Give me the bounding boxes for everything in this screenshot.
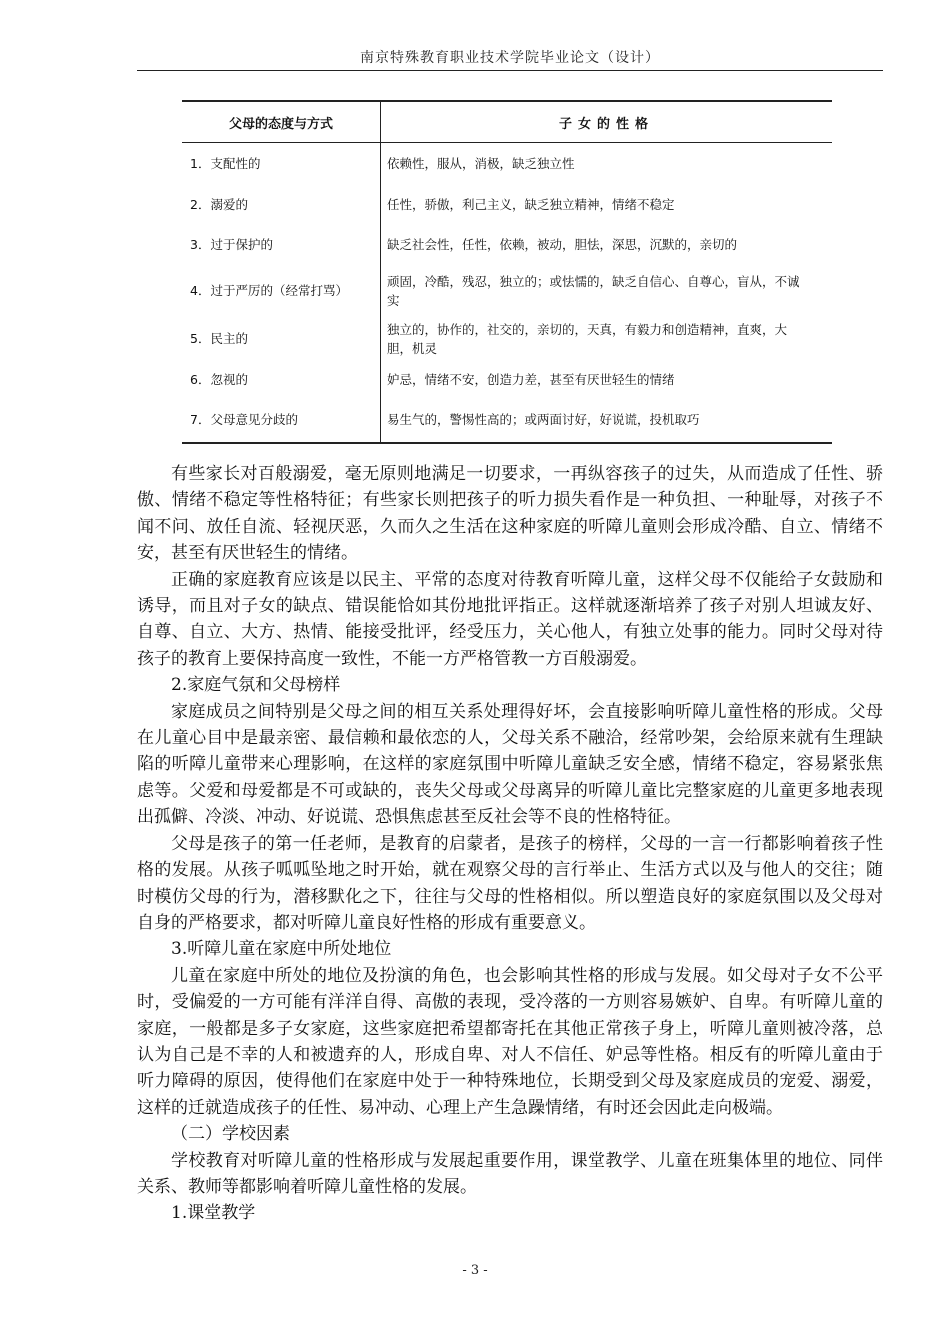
table-row	[182, 317, 832, 361]
section-heading: 2.家庭气氛和父母榜样	[171, 675, 341, 696]
page-number: - 3 -	[462, 1263, 488, 1278]
column-header-personality: 子女的性格	[381, 101, 833, 143]
paragraph: 父母是孩子的第一任老师，是教育的启蒙者，是孩子的榜样，父母的一言一行都影响着孩子性格的发展。从孩子呱呱坠地之时开始，就在观察父母的言行举止、生活方式以及与他人的交往；随时模仿父母的行为，潜移默化之下，往往与父母的性格相似。所以塑造良好的家庭氛围以及父母对自身的严格要求，都对听障儿童良好性格的形成有重要意义。	[137, 833, 883, 933]
paragraph: 学校教育对听障儿童的性格形成与发展起重要作用，课堂教学、儿童在班集体里的地位、同伴关系、教师等都影响着听障儿童性格的发展。	[137, 1150, 883, 1197]
parenting-style-table	[182, 100, 832, 444]
table-cell-personality: 任性，骄傲，利己主义，缺乏独立精神，情绪不稳定	[387, 196, 675, 212]
table-cell-attitude: 1．支配性的	[182, 143, 381, 185]
table-header-row	[182, 101, 832, 143]
table-cell-personality: 缺乏社会性，任性，依赖，被动，胆怯，深思，沉默的，亲切的	[387, 236, 738, 252]
table-cell-personality: 妒忌，情绪不安，创造力差，甚至有厌世轻生的情绪	[387, 371, 675, 387]
body-text	[137, 461, 883, 1227]
table-row	[182, 265, 832, 317]
table-cell-personality: 顽固，冷酷，残忍，独立的；或怯懦的，缺乏自信心、自尊心，盲从，不诚实	[387, 273, 800, 308]
column-header-attitude: 父母的态度与方式	[182, 101, 381, 143]
header-rule	[137, 70, 883, 71]
table-row	[182, 185, 832, 224]
table-cell-attitude: 2．溺爱的	[182, 185, 381, 224]
table-row	[182, 361, 832, 398]
table-cell-personality: 独立的，协作的，社交的，亲切的，天真，有毅力和创造精神，直爽，大胆，机灵	[387, 321, 788, 356]
table-cell-personality: 依赖性，服从，消极，缺乏独立性	[387, 156, 575, 172]
table-cell-attitude: 4．过于严厉的（经常打骂）	[182, 265, 381, 317]
paragraph: 儿童在家庭中所处的地位及扮演的角色，也会影响其性格的形成与发展。如父母对子女不公平时，受偏爱的一方可能有洋洋自得、高傲的表现，受冷落的一方则容易嫉妒、自卑。有听障儿童的家庭，一般都是多子女家庭，这些家庭把希望都寄托在其他正常孩子身上，听障儿童则被冷落，总认为自己是不幸的人和被遗弃的人，形成自卑、对人不信任、妒忌等性格。相反有的听障儿童由于听力障碍的原因，使得他们在家庭中处于一种特殊地位，长期受到父母及家庭成员的宠爱、溺爱，这样的迁就造成孩子的任性、易冲动、心理上产生急躁情绪，有时还会因此走向极端。	[137, 965, 883, 1118]
paragraph: 有些家长对百般溺爱，毫无原则地满足一切要求，一再纵容孩子的过失，从而造成了任性、骄傲、情绪不稳定等性格特征；有些家长则把孩子的听力损失看作是一种负担、一种耻辱，对孩子不闻不问、放任自流、轻视厌恶，久而久之生活在这种家庭的听障儿童则会形成冷酷、自立、情绪不安，甚至有厌世轻生的情绪。	[137, 464, 883, 564]
table-row	[182, 224, 832, 265]
section-heading: 1.课堂教学	[171, 1203, 256, 1224]
section-heading: 3.听障儿童在家庭中所处地位	[171, 939, 392, 960]
table-cell-attitude: 5．民主的	[182, 317, 381, 361]
page-header: 南京特殊教育职业技术学院毕业论文（设计）	[360, 50, 660, 66]
table-cell-attitude: 7．父母意见分歧的	[182, 398, 381, 443]
table-row	[182, 143, 832, 185]
table-row	[182, 398, 832, 443]
table-cell-personality: 易生气的，警惕性高的；或两面讨好，好说谎，投机取巧	[387, 412, 700, 427]
table-cell-attitude: 6．忽视的	[182, 361, 381, 398]
paragraph: 家庭成员之间特别是父母之间的相互关系处理得好坏，会直接影响听障儿童性格的形成。父母在儿童心目中是最亲密、最信赖和最依恋的人，父母关系不融洽，经常吵架，会给原来就有生理缺陷的听障儿童带来心理影响，在这样的家庭氛围中听障儿童缺乏安全感，情绪不稳定，容易紧张焦虑等。父爱和母爱都是不可或缺的，丧失父母或父母离异的听障儿童比完整家庭的儿童更多地表现出孤僻、冷淡、冲动、好说谎、恐惧焦虑甚至反社会等不良的性格特征。	[137, 701, 883, 828]
paragraph: 正确的家庭教育应该是以民主、平常的态度对待教育听障儿童，这样父母不仅能给子女鼓励和诱导，而且对子女的缺点、错误能恰如其份地批评指正。这样就逐渐培养了孩子对别人坦诚友好、自尊、自立、大方、热情、能接受批评，经受压力，关心他人，有独立处事的能力。同时父母对待孩子的教育上要保持高度一致性，不能一方严格管教一方百般溺爱。	[137, 569, 883, 669]
section-heading: （二）学校因素	[171, 1124, 290, 1145]
table-cell-attitude: 3．过于保护的	[182, 224, 381, 265]
